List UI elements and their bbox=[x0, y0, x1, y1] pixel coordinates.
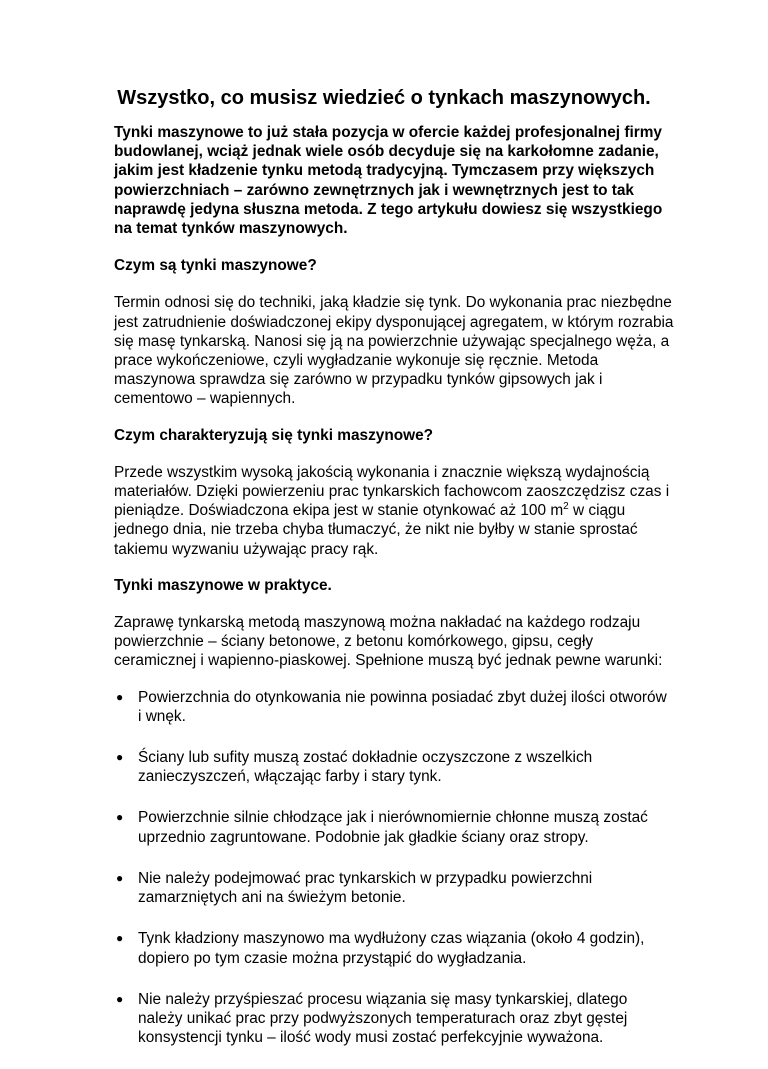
section-heading-characteristics: Czym charakteryzują się tynki maszynowe? bbox=[114, 426, 434, 444]
paragraph-text-before: Przede wszystkim wysoką jakością wykonania i znacznie większą wydajnością materiałów. Dzięki powierzeniu prac tynkarskich fachowcom zaoszczędzisz czas i pieniądze. Doświadczona ekipa jest w stanie otynkować aż 100 m bbox=[114, 463, 670, 520]
section-paragraph-what-are: Termin odnosi się do techniki, jaką kładzie się tynk. Do wykonania prac niezbędne jest zatrudnienie doświadczonej ekipy dysponującej agregatem, w którym rozrabia się masę tynkarską. Nanosi się ją na powierzchnie używając specjalnego węża, a prace wykończeniowe, czyli wygładzanie wykonuje się ręcznie. Metoda maszynowa sprawdza się zarówno w przypadku tynków gipsowych jak i cementowo – wapiennych. bbox=[114, 294, 674, 408]
list-item bbox=[114, 748, 674, 786]
list-item bbox=[114, 688, 674, 726]
list-item bbox=[114, 990, 674, 1048]
page-title: Wszystko, co musisz wiedzieć o tynkach maszynowych. bbox=[117, 87, 651, 109]
requirements-list bbox=[114, 688, 674, 1048]
document-body bbox=[114, 123, 674, 1069]
section-paragraph-practice: Zaprawę tynkarską metodą maszynową można nakładać na każdego rodzaju powierzchnie – ściany betonowe, z betonu komórkowego, gipsu, cegły ceramicznej i wapienno-piaskowej. Spełnione muszą być jednak pewne warunki: bbox=[114, 614, 663, 670]
section-heading-practice: Tynki maszynowe w praktyce. bbox=[114, 576, 332, 594]
list-item-text: Powierzchnia do otynkowania nie powinna posiadać zbyt dużej ilości otworów i wnęk. bbox=[138, 688, 667, 725]
superscript-exponent: 2 bbox=[563, 501, 569, 513]
section-paragraph-characteristics bbox=[114, 463, 674, 559]
bullet-icon: ● bbox=[116, 931, 124, 946]
bullet-icon: ● bbox=[116, 689, 124, 704]
bullet-icon: ● bbox=[116, 810, 124, 825]
paragraph-text-after: w ciągu jednego dnia, nie trzeba chyba tłumaczyć, że nikt nie byłby w stanie sprostać takiemu wyzwaniu używając pracy rąk. bbox=[114, 502, 638, 558]
bullet-icon: ● bbox=[116, 750, 124, 765]
list-item-text: Ściany lub sufity muszą zostać dokładnie oczyszczone z wszelkich zanieczyszczeń, włączając farby i stary tynk. bbox=[138, 749, 593, 786]
list-item-text: Tynk kładziony maszynowo ma wydłużony czas wiązania (około 4 godzin), dopiero po tym czasie można przystąpić do wygładzania. bbox=[138, 930, 645, 967]
list-item bbox=[114, 808, 674, 846]
bullet-icon: ● bbox=[116, 870, 124, 885]
list-item bbox=[114, 929, 674, 967]
list-item-text: Powierzchnie silnie chłodzące jak i nierównomiernie chłonne muszą zostać uprzednio zagruntowane. Podobnie jak gładkie ściany oraz stropy. bbox=[138, 809, 648, 846]
list-item bbox=[114, 869, 674, 907]
list-item-text: Nie należy podejmować prac tynkarskich w przypadku powierzchni zamarzniętych ani na świeżym betonie. bbox=[138, 869, 593, 907]
list-item-text: Nie należy przyśpieszać procesu wiązania się masy tynkarskiej, dlatego należy unikać prac przy podwyższonych temperaturach oraz zbyt gęstej konsystencji tynku – ilość wody musi zostać perfekcyjnie wyważona. bbox=[138, 990, 628, 1047]
intro-paragraph: Tynki maszynowe to już stała pozycja w ofercie każdej profesjonalnej firmy budowlanej, wciąż jednak wiele osób decyduje się na karkołomne zadanie, jakim jest kładzenie tynku metodą tradycyjną. Tymczasem przy większych powierzchniach – zarówno zewnętrznych jak i wewnętrznych jest to tak naprawdę jedyna słuszna metoda. Z tego artykułu dowiesz się wszystkiego na temat tynków maszynowych. bbox=[114, 124, 663, 238]
bullet-icon: ● bbox=[116, 991, 124, 1006]
section-heading-what-are: Czym są tynki maszynowe? bbox=[114, 257, 317, 275]
